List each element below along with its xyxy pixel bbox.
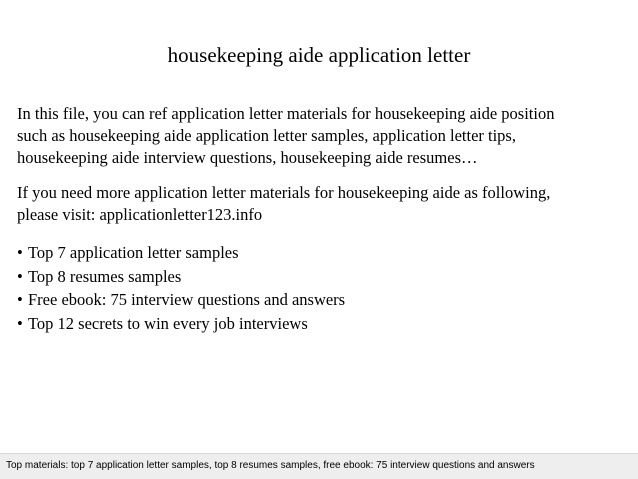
- footer-bar: [0, 453, 638, 479]
- intro-line: In this file, you can ref application letter materials for housekeeping aide position: [17, 104, 555, 123]
- materials-list: [17, 241, 345, 335]
- more-info-line: If you need more application letter materials for housekeeping aide as following,: [17, 183, 551, 202]
- list-item: [17, 265, 345, 289]
- list-item-label: Free ebook: 75 interview questions and answers: [28, 290, 346, 309]
- intro-line: such as housekeeping aide application letter samples, application letter tips,: [17, 126, 516, 145]
- intro-line: housekeeping aide interview questions, housekeeping aide resumes…: [17, 148, 478, 167]
- list-item-label: Top 8 resumes samples: [28, 266, 182, 286]
- bullet-icon: •: [17, 313, 23, 333]
- list-item: [17, 241, 345, 265]
- bullet-icon: •: [17, 266, 23, 286]
- list-item-label: Top 12 secrets to win every job interviews: [28, 313, 308, 333]
- intro-paragraph: [17, 103, 627, 169]
- more-info-paragraph: [17, 182, 627, 226]
- bullet-icon: •: [17, 290, 23, 309]
- bullet-icon: •: [17, 243, 23, 262]
- slide-title: housekeeping aide application letter: [167, 43, 471, 67]
- list-item-label: Top 7 application letter samples: [28, 243, 239, 262]
- list-item: [17, 312, 345, 336]
- list-item: [17, 288, 345, 312]
- more-info-line: please visit: applicationletter123.info: [17, 205, 263, 224]
- footer-text: Top materials: top 7 application letter samples, top 8 resumes samples, free ebook: 75 interview questions and answers: [6, 460, 535, 471]
